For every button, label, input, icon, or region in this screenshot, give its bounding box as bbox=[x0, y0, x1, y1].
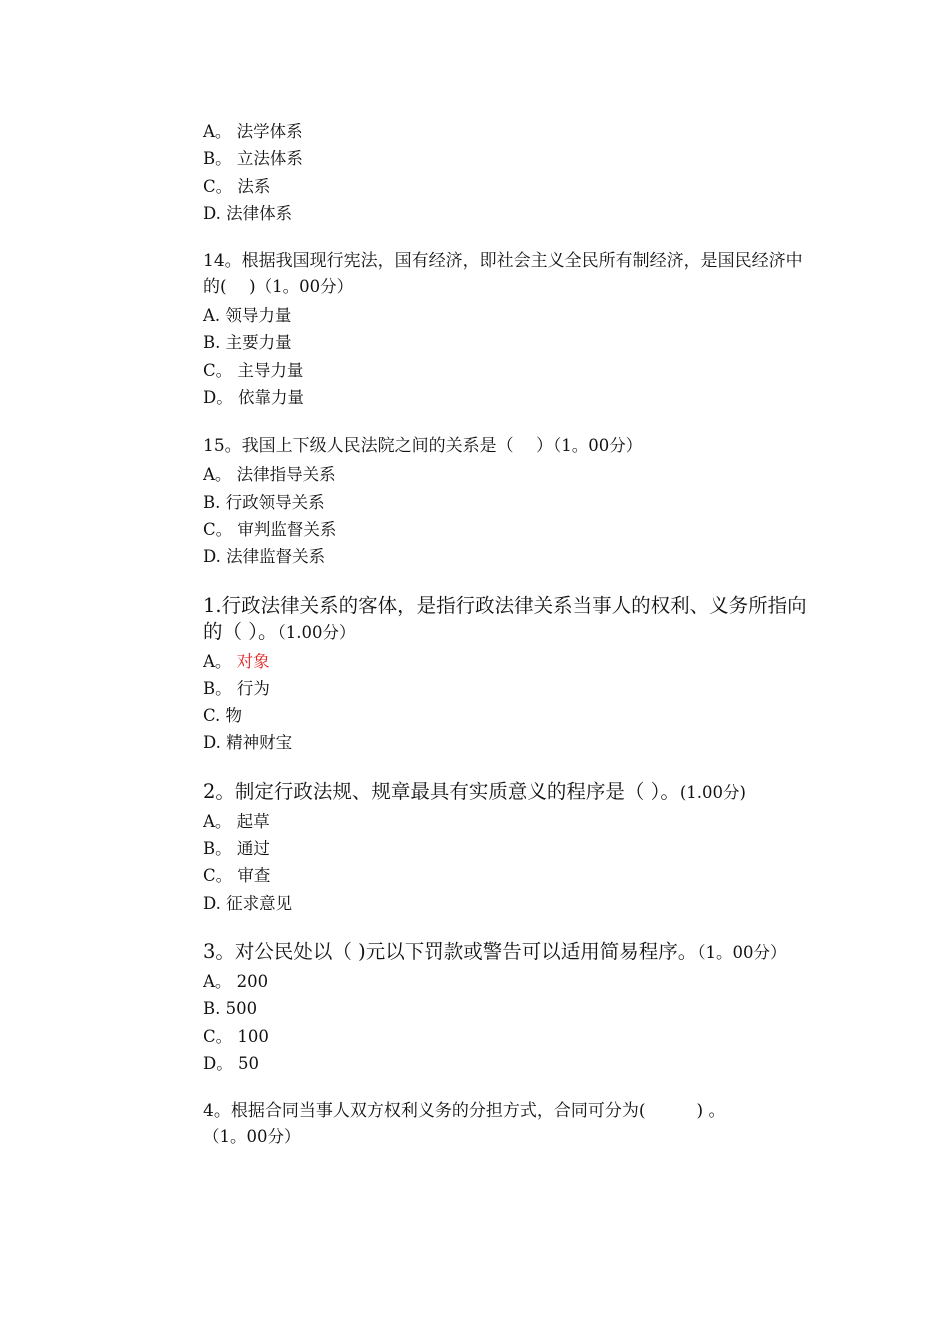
option-b: B。 行为 bbox=[203, 678, 270, 698]
question-4 bbox=[203, 1099, 813, 1150]
question-stem: 3。对公民处以（ )元以下罚款或警告可以适用简易程序。（1。00分） bbox=[203, 939, 787, 963]
question-stem: 2。制定行政法规、规章最具有实质意义的程序是（ ）。(1.00分) bbox=[203, 779, 746, 803]
question-15 bbox=[203, 433, 813, 570]
question-stem: 14。根据我国现行宪法，国有经济，即社会主义全民所有制经济，是国民经济中的( )（1。00分） bbox=[203, 251, 803, 298]
question-1 bbox=[203, 593, 813, 757]
option-b: B。 通过 bbox=[203, 839, 270, 859]
question-13-options bbox=[203, 118, 813, 227]
question-2 bbox=[203, 779, 813, 917]
option-d: D。 50 bbox=[203, 1053, 259, 1073]
option-b: B. 主要力量 bbox=[203, 333, 292, 353]
option-c: C。 审查 bbox=[203, 866, 271, 886]
option-a: A。 200 bbox=[203, 971, 269, 991]
option-c: C。 审判监督关系 bbox=[203, 519, 337, 539]
option-d: D. 精神财宝 bbox=[203, 733, 293, 753]
option-c: C。 主导力量 bbox=[203, 360, 304, 380]
option-d: D. 法律监督关系 bbox=[203, 547, 326, 567]
option-c: C。 100 bbox=[203, 1026, 269, 1046]
option-a: A。 法律指导关系 bbox=[203, 465, 336, 485]
option-c: C. 物 bbox=[203, 706, 243, 726]
document-page bbox=[203, 118, 813, 1172]
option-d: D. 法律体系 bbox=[203, 203, 293, 223]
question-14 bbox=[203, 249, 813, 411]
option-c: C。 法系 bbox=[203, 176, 271, 196]
option-b: B. 行政领导关系 bbox=[203, 492, 325, 512]
option-b: B. 500 bbox=[203, 999, 258, 1019]
question-stem: 4。根据合同当事人双方权利义务的分担方式，合同可分为( ) 。（1。00分） bbox=[203, 1101, 726, 1147]
option-d: D. 征求意见 bbox=[203, 893, 293, 913]
option-a: A. 领导力量 bbox=[203, 306, 292, 326]
option-a: A。 法学体系 bbox=[203, 122, 303, 141]
question-stem: 1.行政法律关系的客体，是指行政法律关系当事人的权利、义务所指向的（ ）。（1.00分） bbox=[203, 593, 807, 643]
option-b: B。 立法体系 bbox=[203, 149, 303, 169]
highlighted-answer: 对象 bbox=[236, 651, 270, 671]
option-a: A。 对象 bbox=[203, 651, 270, 671]
option-d: D。 依靠力量 bbox=[203, 388, 304, 408]
question-3 bbox=[203, 939, 813, 1077]
option-a: A。 起草 bbox=[203, 811, 270, 831]
question-stem: 15。我国上下级人民法院之间的关系是（ ）（1。00分） bbox=[203, 436, 643, 457]
